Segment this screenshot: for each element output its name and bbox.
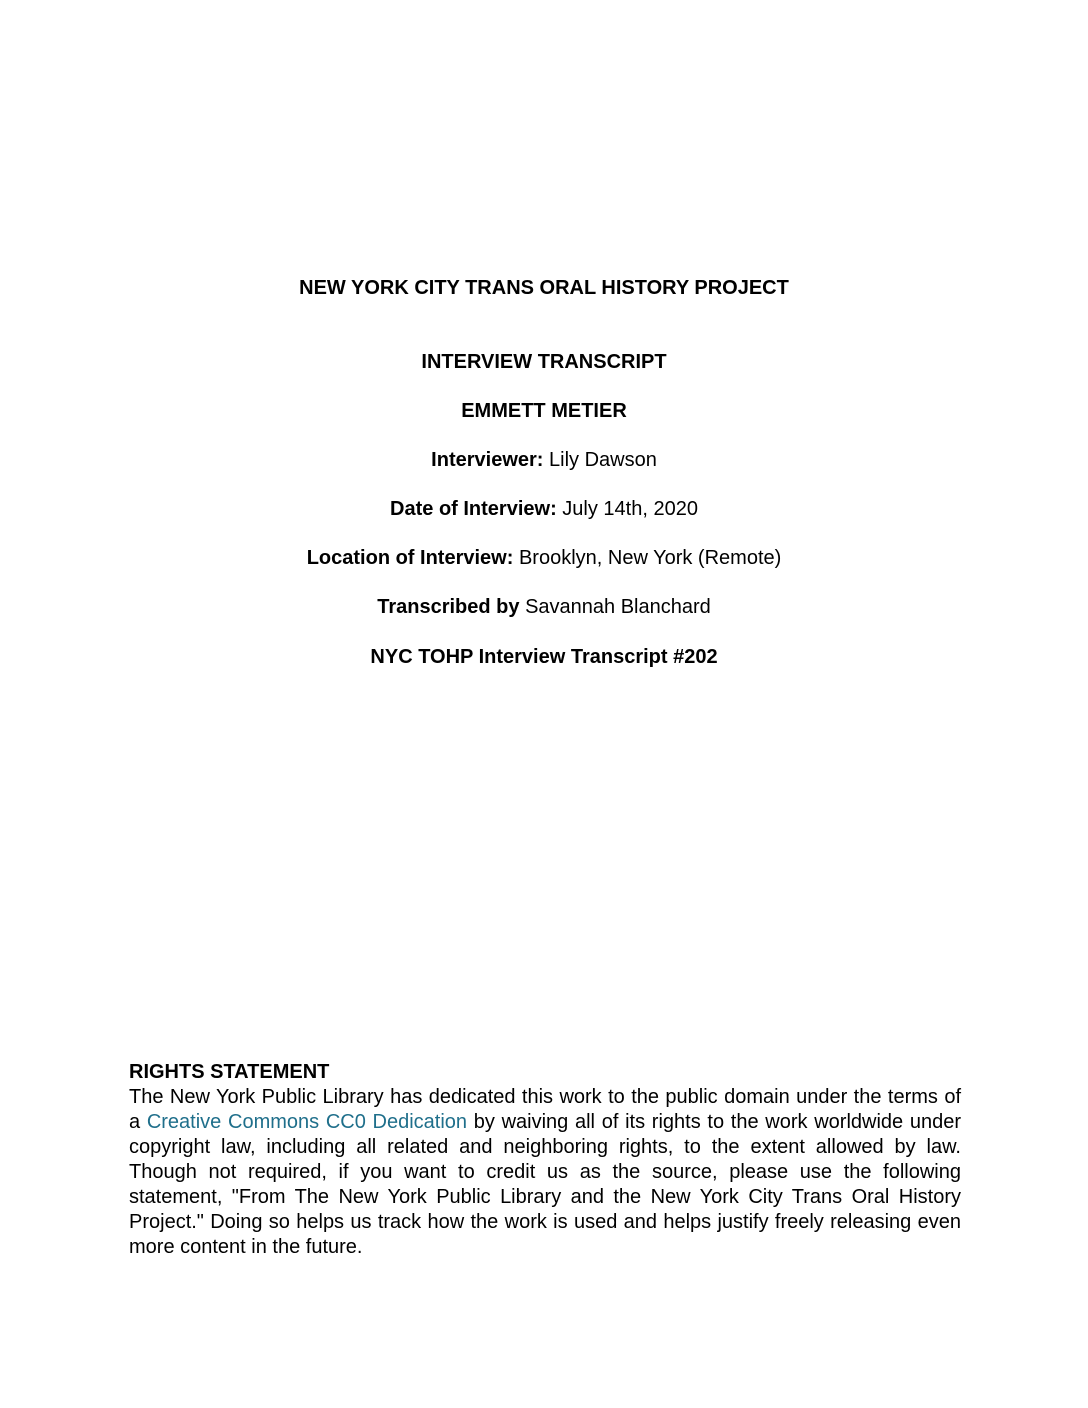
interview-date-label: Date of Interview: — [390, 498, 557, 520]
interview-location-value: Brooklyn, New York (Remote) — [518, 547, 782, 569]
transcript-number: NYC TOHP Interview Transcript #202 — [370, 646, 718, 668]
rights-text-before-link: The New York Public Library has dedicated this work to the public domain under the terms of a — [129, 1086, 961, 1133]
project-title: NEW YORK CITY TRANS ORAL HISTORY PROJECT — [299, 277, 789, 299]
rights-heading: RIGHTS STATEMENT — [129, 1061, 330, 1083]
cc0-dedication-link[interactable]: Creative Commons CC0 Dedication — [146, 1111, 468, 1133]
interviewer-value: Lily Dawson — [549, 449, 657, 471]
interview-location-label: Location of Interview: — [306, 547, 514, 569]
rights-text-after-link: by waiving all of its rights to the work worldwide under copyright law, including all related and neighboring rights, to the extent allowed by law. Though not required, if you want to credit us as the source, please use the following statement, "From The New York Public Library and the New York City Trans Oral History Project." Doing so helps us track how the work is used and helps justify freely releasing even more content in the future. — [129, 1111, 961, 1258]
rights-body — [129, 1085, 961, 1260]
narrator-name: EMMETT METIER — [461, 400, 627, 422]
transcribed-by-line — [0, 595, 1088, 619]
document-type: INTERVIEW TRANSCRIPT — [421, 351, 667, 373]
interview-location-line — [0, 546, 1088, 570]
interview-date-value: July 14th, 2020 — [562, 498, 698, 520]
transcribed-by-label: Transcribed by — [377, 596, 520, 618]
interviewer-label: Interviewer: — [431, 449, 544, 471]
transcriber-value: Savannah Blanchard — [525, 596, 711, 618]
interviewer-line — [0, 448, 1088, 472]
rights-statement — [129, 1060, 961, 1260]
interview-date-line — [0, 497, 1088, 521]
